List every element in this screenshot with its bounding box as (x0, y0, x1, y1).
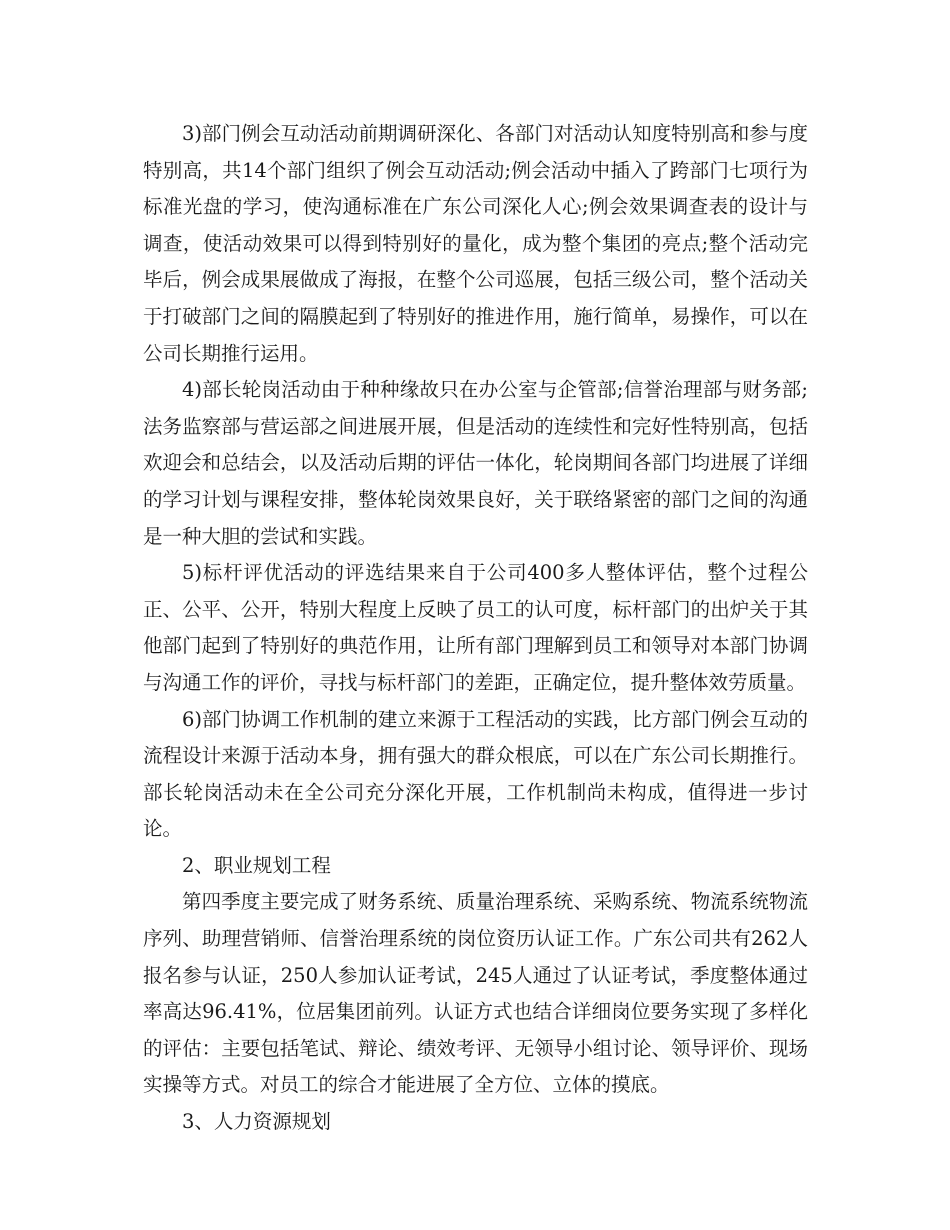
document-body (143, 116, 808, 1141)
paragraph-qualification-certification: 第四季度主要完成了财务系统、质量治理系统、采购系统、物流系统物流序列、助理营销师、信誉治理系统的岗位资历认证工作。广东公司共有262人报名参与认证，250人参加认证考试，245人通过了认证考试，季度整体通过率高达96.41%，位居集团前列。认证方式也结合详细岗位要务实现了多样化的评估：主要包括笔试、辩论、绩效考评、无领导小组讨论、领导评价、现场实操等方式。对员工的综合才能进展了全方位、立体的摸底。 (143, 890, 808, 1097)
paragraph-department-meeting: 3)部门例会互动活动前期调研深化、各部门对活动认知度特别高和参与度特别高，共14个部门组织了例会互动活动;例会活动中插入了跨部门七项行为标准光盘的学习，使沟通标准在广东公司深化人心;例会效果调查表的设计与调查，使活动效果可以得到特别好的量化，成为整个集团的亮点;整个活动完毕后，例会成果展做成了海报，在整个公司巡展，包括三级公司，整个活动关于打破部门之间的隔膜起到了特别好的推进作用，施行简单，易操作，可以在公司长期推行运用。 (143, 122, 808, 365)
section-heading-hr-planning: 3、人力资源规划 (182, 1110, 331, 1134)
paragraph-benchmark-evaluation: 5)标杆评优活动的评选结果来自于公司400多人整体评估，整个过程公正、公平、公开，特别大程度上反映了员工的认可度，标杆部门的出炉关于其他部门起到了特别好的典范作用，让所有部门理解到员工和领导对本部门协调与沟通工作的评价，寻找与标杆部门的差距，正确定位，提升整体效劳质量。 (143, 561, 808, 694)
paragraph-coordination-mechanism: 6)部门协调工作机制的建立来源于工程活动的实践，比方部门例会互动的流程设计来源于活动本身，拥有强大的群众根底，可以在广东公司长期推行。部长轮岗活动未在全公司充分深化开展，工作机制尚未构成，值得进一步讨论。 (143, 707, 808, 841)
section-heading-career-planning: 2、职业规划工程 (182, 853, 331, 877)
paragraph-minister-rotation: 4)部长轮岗活动由于种种缘故只在办公室与企管部;信誉治理部与财务部;法务监察部与营运部之间进展开展，但是活动的连续性和完好性特别高，包括欢迎会和总结会，以及活动后期的评估一体化，轮岗期间各部门均进展了详细的学习计划与课程安排，整体轮岗效果良好，关于联络紧密的部门之间的沟通是一种大胆的尝试和实践。 (143, 378, 808, 548)
